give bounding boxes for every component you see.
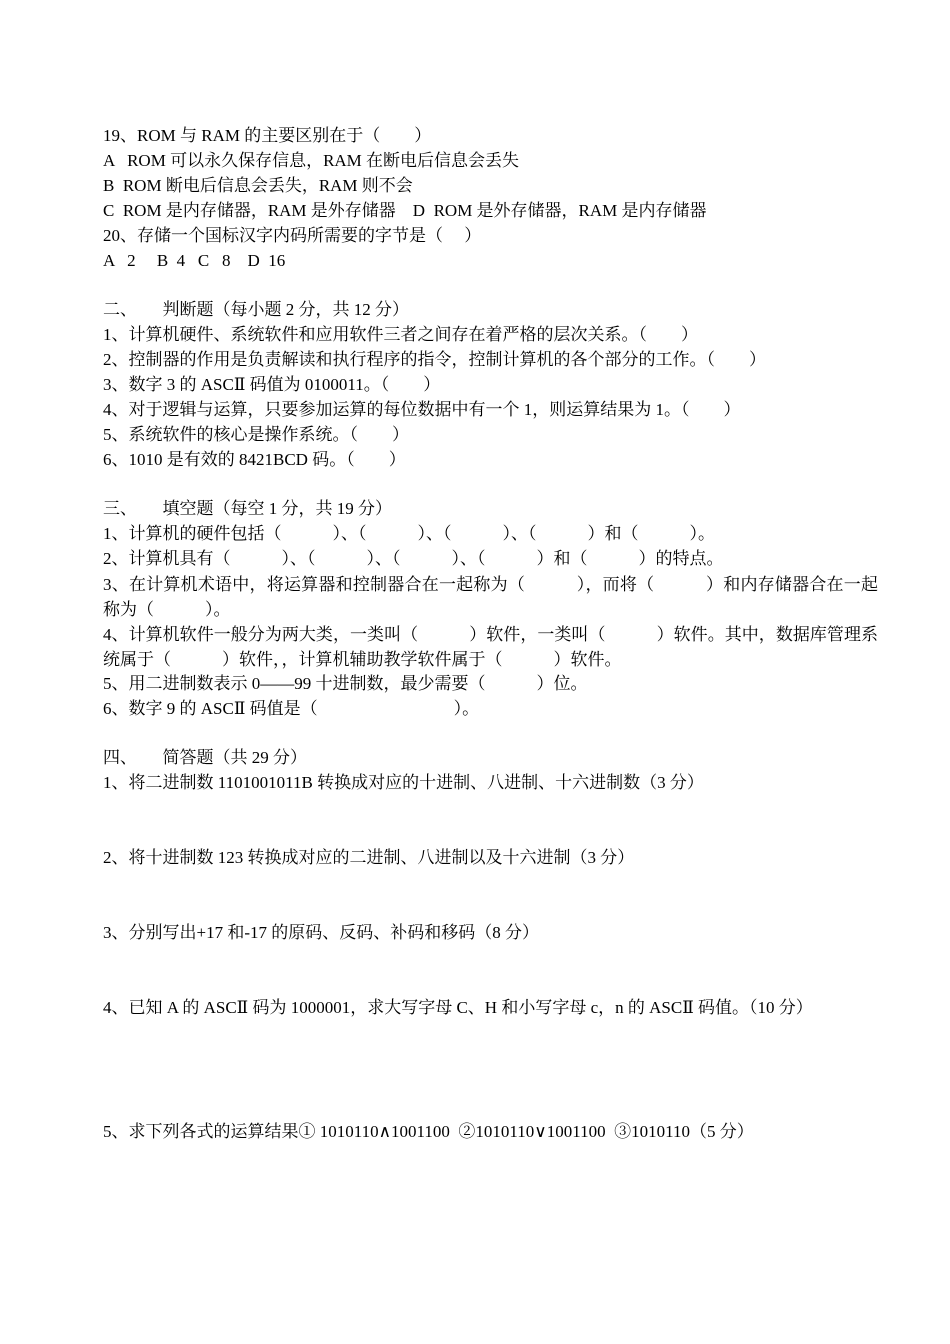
question-19-option-b: B ROM 断电后信息会丢失，RAM 则不会 — [103, 176, 413, 195]
short-item-2: 2、将十进制数 123 转换成对应的二进制、八进制以及十六进制（3 分） — [103, 848, 635, 867]
judge-item-4: 4、对于逻辑与运算，只要参加运算的每位数据中有一个 1，则运算结果为 1。（ ） — [103, 400, 741, 419]
fill-item-1: 1、计算机的硬件包括（ ）、（ ）、（ ）、（ ）和（ ）。 — [103, 524, 715, 543]
judge-item-3: 3、数字 3 的 ASCⅡ 码值为 0100011。（ ） — [103, 375, 441, 394]
fill-item-4: 4、计算机软件一般分为两大类，一类叫（ ）软件，一类叫（ ）软件。其中，数据库管理系统属于（ ）软件，，计算机辅助教学软件属于（ ）软件。 — [103, 625, 878, 669]
question-20: 20、存储一个国标汉字内码所需要的字节是（ ） — [103, 226, 482, 245]
judge-item-5: 5、系统软件的核心是操作系统。（ ） — [103, 425, 409, 444]
fill-item-6: 6、数字 9 的 ASCⅡ 码值是（ ）。 — [103, 699, 480, 718]
section-fill-title: 三、 填空题（每空 1 分，共 19 分） — [103, 499, 392, 518]
short-item-5: 5、求下列各式的运算结果① 1010110∧1001100 ②1010110∨1001100 ③1010110（5 分） — [103, 1122, 754, 1141]
fill-item-5: 5、用二进制数表示 0——99 十进制数，最少需要（ ）位。 — [103, 674, 588, 693]
fill-item-2: 2、计算机具有（ ）、（ ）、（ ）、（ ）和（ ）的特点。 — [103, 549, 724, 568]
judge-item-2: 2、控制器的作用是负责解读和执行程序的指令，控制计算机的各个部分的工作。（ ） — [103, 350, 766, 369]
question-19-option-a: A ROM 可以永久保存信息，RAM 在断电后信息会丢失 — [103, 151, 520, 170]
judge-item-6: 6、1010 是有效的 8421BCD 码。（ ） — [103, 450, 406, 469]
short-item-4: 4、已知 A 的 ASCⅡ 码为 1000001，求大写字母 C、H 和小写字母 c，n 的 ASCⅡ 码值。（10 分） — [103, 998, 813, 1017]
question-19: 19、ROM 与 RAM 的主要区别在于（ ） — [103, 126, 432, 145]
section-short-title: 四、 简答题（共 29 分） — [103, 748, 307, 767]
question-20-options: A 2 B 4 C 8 D 16 — [103, 251, 286, 270]
question-19-option-cd: C ROM 是内存储器，RAM 是外存储器 D ROM 是外存储器，RAM 是内存储器 — [103, 201, 707, 220]
short-item-1: 1、将二进制数 1101001011B 转换成对应的十进制、八进制、十六进制数（3 分） — [103, 773, 704, 792]
section-judge-title: 二、 判断题（每小题 2 分，共 12 分） — [103, 300, 409, 319]
judge-item-1: 1、计算机硬件、系统软件和应用软件三者之间存在着严格的层次关系。（ ） — [103, 325, 698, 344]
short-item-3: 3、分别写出+17 和-17 的原码、反码、补码和移码（8 分） — [103, 923, 539, 942]
fill-item-3: 3、在计算机术语中，将运算器和控制器合在一起称为（ ），而将（ ）和内存储器合在一起称为（ ）。 — [103, 575, 878, 619]
